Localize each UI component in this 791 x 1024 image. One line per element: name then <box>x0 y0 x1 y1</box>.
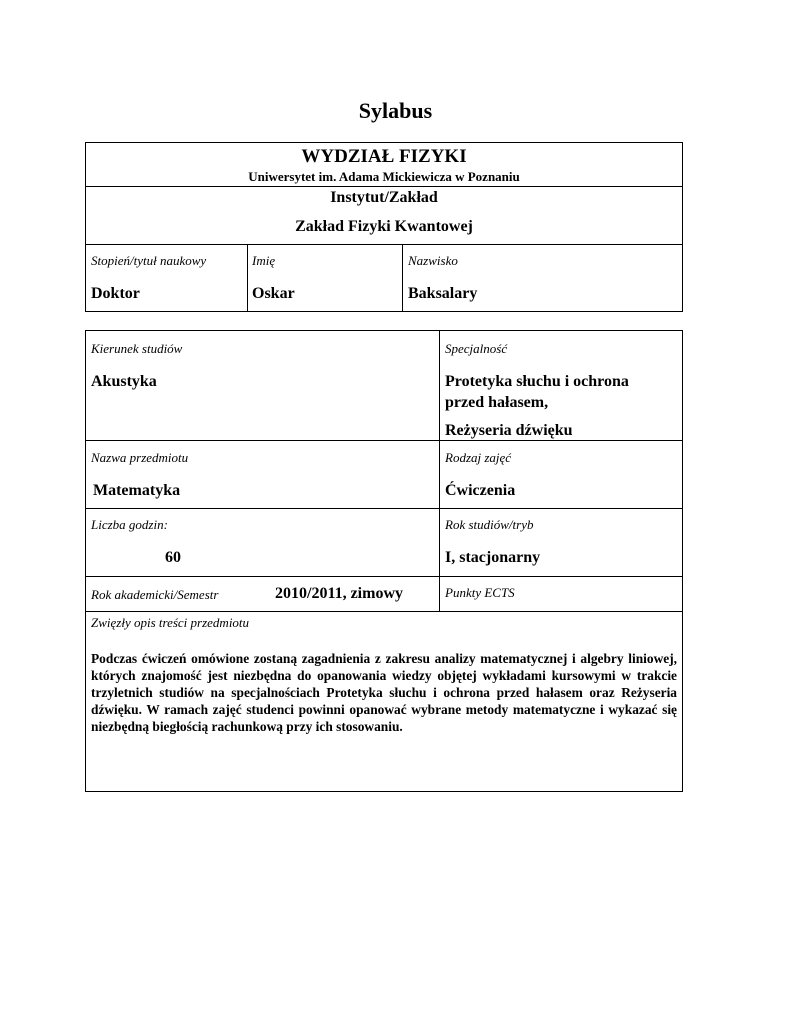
first-name-value: Oskar <box>252 285 295 302</box>
divider <box>86 508 682 509</box>
ects-label: Punkty ECTS <box>445 585 515 600</box>
academic-year-label: Rok akademicki/Semestr <box>91 587 219 602</box>
specialization-line-3: Reżyseria dźwięku <box>445 422 573 439</box>
divider <box>439 331 440 611</box>
divider <box>86 244 682 245</box>
divider <box>86 186 682 187</box>
description-label: Zwięzły opis treści przedmiotu <box>91 615 250 630</box>
last-name-value: Baksalary <box>408 285 478 302</box>
hours-label: Liczba godzin: <box>91 517 168 532</box>
faculty-name: WYDZIAŁ FIZYKI <box>301 146 467 167</box>
academic-year-value: 2010/2011, zimowy <box>275 585 403 602</box>
degree-value: Doktor <box>91 285 140 302</box>
description-text: Podczas ćwiczeń omówione zostaną zagadnienia z zakresu analizy matematycznej i algebry liniowej, których znajomość jest niezbędna do opanowania wiedzy objętej wykładami kursowymi w trakcie trzyletnich studiów na specjalnościach Protetyka słuchu i ochrona przed hałasem oraz Reżyseria dźwięku. W ramach zajęć studenci powinni opanować wybrane metody matematyczne i wykazać się niezbędną biegłością rachunkową przy ich stosowaniu. <box>91 651 677 734</box>
class-type-label: Rodzaj zajęć <box>445 450 512 465</box>
hours-value: 60 <box>165 549 181 566</box>
field-of-study-value: Akustyka <box>91 373 157 390</box>
last-name-label: Nazwisko <box>408 253 458 268</box>
specialization-line-2: przed hałasem, <box>445 394 549 411</box>
course-table <box>85 330 683 792</box>
divider <box>247 244 248 311</box>
divider <box>402 244 403 311</box>
class-type-value: Ćwiczenia <box>445 482 516 499</box>
subject-label: Nazwa przedmiotu <box>91 450 189 465</box>
document-title: Sylabus <box>358 98 433 123</box>
divider <box>86 440 682 441</box>
specialization-line-1: Protetyka słuchu i ochrona <box>445 373 629 390</box>
year-mode-value: I, stacjonarny <box>445 549 541 566</box>
year-mode-label: Rok studiów/tryb <box>445 517 534 532</box>
field-of-study-label: Kierunek studiów <box>91 341 183 356</box>
specialization-label: Specjalność <box>445 341 508 356</box>
header-table <box>85 142 683 312</box>
university-name: Uniwersytet im. Adama Mickiewicza w Poznaniu <box>248 169 520 184</box>
divider <box>86 576 682 577</box>
divider <box>86 611 682 612</box>
subject-value: Matematyka <box>93 482 181 499</box>
degree-label: Stopień/tytuł naukowy <box>91 253 207 268</box>
institute-value: Zakład Fizyki Kwantowej <box>295 218 473 235</box>
first-name-label: Imię <box>252 253 276 268</box>
institute-label: Instytut/Zakład <box>330 189 438 206</box>
